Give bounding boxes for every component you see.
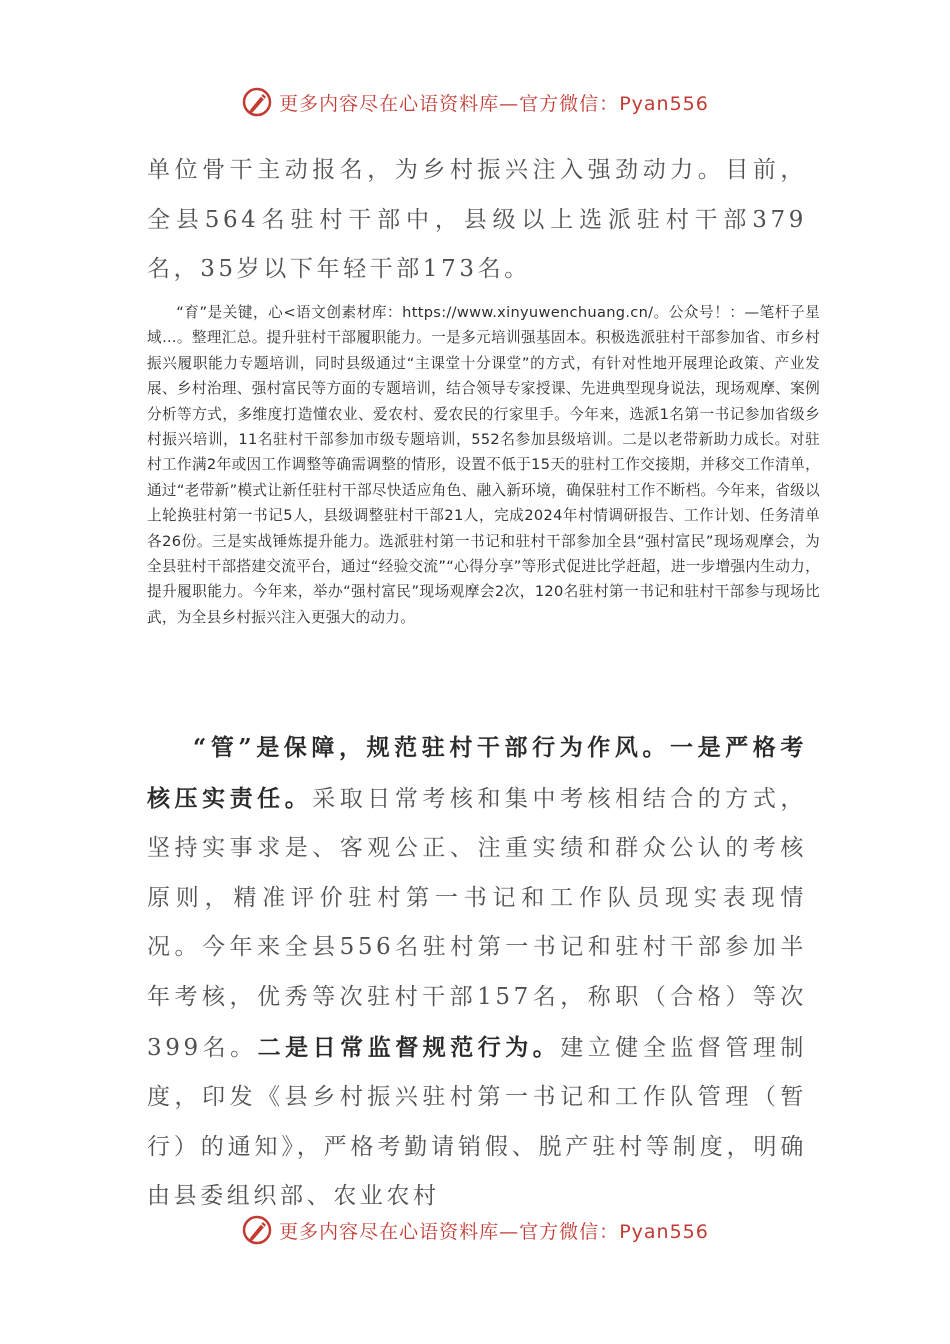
- paragraph-3-body-2: 建立健全监督管理制度，印发《县乡村振兴驻村第一书记和工作队管理（暂行）的通知》，严格考勤请销假、脱产驻村等制度，明确由县委组织部、农业农村: [147, 1034, 807, 1210]
- watermark-text: 更多内容尽在心语资料库—官方微信：Pyan556: [279, 92, 709, 115]
- section-heading-guan: “管”是保障，规范驻村干部行为作风。一是严格考核压实责任。: [147, 734, 807, 812]
- body-paragraph-3: [147, 723, 807, 1222]
- pen-logo-icon: [241, 1214, 273, 1246]
- paragraph-3-body-1: 采取日常考核和集中考核相结合的方式，坚持实事求是、客观公正、注重实绩和群众公认的考核原则，精准评价驻村第一书记和工作队员现实表现情况。今年来全县556名驻村第一书记和驻村干部参加半年考核，优秀等次驻村干部157名，称职（合格）等次399名。: [147, 785, 807, 1061]
- footer-watermark: [0, 1210, 950, 1250]
- pen-logo-icon: [241, 86, 273, 118]
- body-paragraph-1: 单位骨干主动报名，为乡村振兴注入强劲动力。目前，全县564名驻村干部中，县级以上选派驻村干部379名，35岁以下年轻干部173名。: [147, 157, 807, 283]
- watermark-text: 更多内容尽在心语资料库—官方微信：Pyan556: [279, 1220, 709, 1243]
- subheading-daily-supervision: 二是日常监督规范行为。: [257, 1033, 561, 1061]
- header-watermark: [0, 82, 950, 122]
- body-paragraph-2: “育”是关键，心<语文创素材库：https://www.xinyuwenchuang.cn/。公众号！：—笔杆子星域…。整理汇总。提升驻村干部履职能力。一是多元培训强基固本。积极选派驻村干部参加省、市乡村振兴履职能力专题培训，同时县级通过“主课堂十分课堂”的方式，有针对性地开展理论政策、产业发展、乡村治理、强村富民等方面的专题培训，结合领导专家授课、先进典型现身说法，现场观摩、案例分析等方式，多维度打造懂农业、爱农村、爱农民的行家里手。今年来，选派1名第一书记参加省级乡村振兴培训，11名驻村干部参加市级专题培训，552名参加县级培训。二是以老带新助力成长。对驻村工作满2年或因工作调整等确需调整的情形，设置不低于15天的驻村工作交接期，并移交工作清单，通过“老带新”模式让新任驻村干部尽快适应角色、融入新环境，确保驻村工作不断档。今年来，省级以上轮换驻村第一书记5人，县级调整驻村干部21人，完成2024年村情调研报告、工作计划、任务清单各26份。三是实战锤炼提升能力。选派驻村第一书记和驻村干部参加全县“强村富民”现场观摩会，为全县驻村干部搭建交流平台，通过“经验交流”“心得分享”等形式促进比学赶超，进一步增强内生动力，提升履职能力。今年来，举办“强村富民”现场观摩会2次，120名驻村第一书记和驻村干部参与现场比武，为全县乡村振兴注入更强大的动力。: [147, 304, 820, 626]
